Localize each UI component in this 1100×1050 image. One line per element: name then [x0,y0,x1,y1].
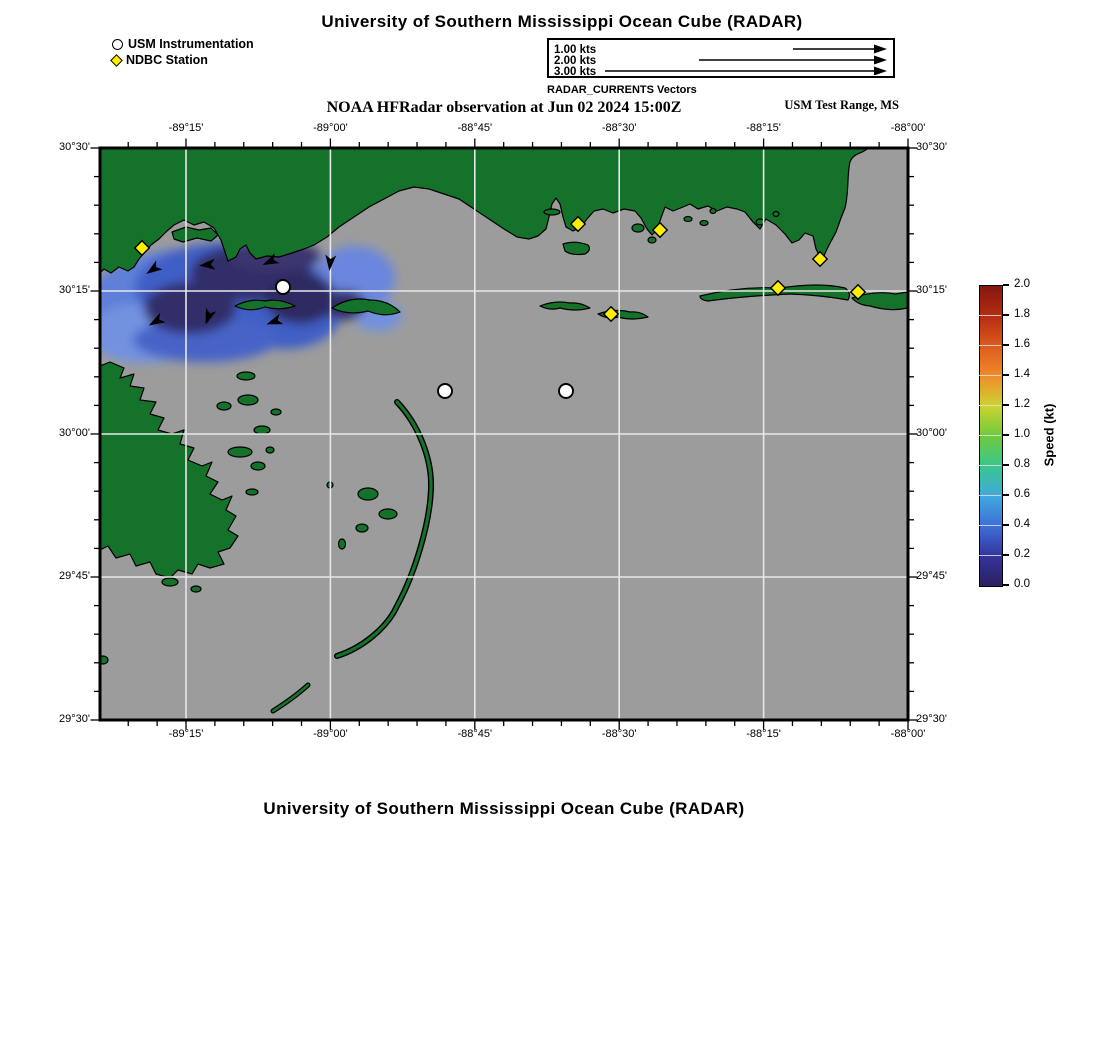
islet [228,447,252,457]
islet [632,224,644,232]
islet [358,488,378,500]
colorbar-tick [1003,464,1009,465]
vector-scale-arrows [549,40,892,75]
colorbar-tick [1003,344,1009,345]
colorbar-tick-line [979,495,1001,496]
map [86,134,922,734]
lat-tick-label-right: 30°15' [916,284,947,296]
colorbar-tick-line [979,465,1001,466]
islet [191,586,201,592]
islet [251,462,265,470]
colorbar-tick [1003,374,1009,375]
speed-blob [264,272,336,324]
colorbar-tick [1003,284,1009,285]
scale-arrow-head [874,67,887,76]
colorbar-tick [1003,554,1009,555]
colorbar-tick [1003,314,1009,315]
colorbar-tick-line [979,345,1001,346]
islet [339,539,346,549]
lat-tick-label-right: 30°00' [916,427,947,439]
colorbar-tick-label: 1.2 [1014,398,1030,410]
observation-title: NOAA HFRadar observation at Jun 02 2024 15:00Z [326,99,682,116]
colorbar-title: Speed (kt) [1041,403,1057,467]
usm-circle-icon [112,39,123,50]
colorbar-tick-line [979,555,1001,556]
colorbar-tick-line [979,525,1001,526]
islet [710,209,716,214]
lon-tick-label-bottom: -88°45' [457,728,493,740]
lon-tick-label-top: -88°15' [746,122,781,134]
colorbar-tick-label: 0.6 [1014,488,1030,500]
lat-tick-label-left: 30°00' [59,427,90,439]
islet [271,409,281,415]
ndbc-diamond-icon [110,54,123,67]
page-title: University of Southern Mississippi Ocean Cube (RADAR) [321,12,803,31]
lat-tick-label-right: 29°30' [916,713,947,725]
scale-arrow-head [874,45,887,54]
colorbar-tick [1003,404,1009,405]
lon-tick-label-top: -89°15' [168,122,204,134]
islet [700,221,708,226]
colorbar-tick-label: 0.0 [1014,578,1030,590]
colorbar-tick [1003,434,1009,435]
lon-tick-label-bottom: -89°00' [313,728,348,740]
lon-tick-label-top: -88°00' [890,122,926,134]
lon-tick-label-top: -89°00' [313,122,348,134]
islet [238,395,258,405]
range-label: USM Test Range, MS [784,98,899,112]
colorbar-tick [1003,494,1009,495]
lon-tick-label-bottom: -88°30' [601,728,637,740]
colorbar-tick-line [979,435,1001,436]
lat-tick-label-left: 29°30' [59,713,90,725]
colorbar-tick-label: 1.8 [1014,308,1030,320]
footer-title: University of Southern Mississippi Ocean Cube (RADAR) [263,799,745,818]
lon-tick-label-bottom: -88°15' [746,728,781,740]
islet [254,426,270,434]
lat-tick-label-left: 30°15' [59,284,90,296]
scale-row-label: 3.00 kts [554,66,597,75]
lat-tick-label-right: 30°30' [916,141,947,153]
colorbar-tick-label: 1.4 [1014,368,1030,380]
usm-station-marker [276,280,290,294]
usm-station-marker [559,384,573,398]
lat-tick-label-left: 30°30' [59,141,90,153]
lat-tick-label-right: 29°45' [916,570,947,582]
islet [217,402,231,410]
scale-row-label: 1.00 kts [554,44,597,56]
colorbar-tick-line [979,375,1001,376]
colorbar-tick-label: 0.2 [1014,548,1030,560]
lon-tick-label-bottom: -88°00' [890,728,926,740]
colorbar-tick-label: 2.0 [1014,278,1030,290]
colorbar-tick-label: 0.8 [1014,458,1030,470]
colorbar-tick [1003,584,1009,585]
vector-scale-box [547,38,895,78]
islet [684,217,692,222]
speed-blob [144,282,236,334]
lat-tick-label-left: 29°45' [59,570,90,582]
islet [237,372,255,380]
legend-ndbc-label: NDBC Station [126,53,208,67]
deer-island [544,209,560,215]
islet [356,524,368,532]
islet [773,212,779,217]
scale-row-label: 2.00 kts [554,55,597,67]
lon-tick-label-top: -88°45' [457,122,493,134]
legend-usm-label: USM Instrumentation [128,37,254,51]
colorbar-tick-label: 1.6 [1014,338,1030,350]
islet [379,509,397,519]
legend-item-ndbc [112,53,208,67]
legend-item-usm [112,37,254,51]
colorbar-tick-label: 0.4 [1014,518,1030,530]
colorbar-tick-line [979,315,1001,316]
usm-station-marker [438,384,452,398]
round-island [563,242,589,254]
islet [266,447,274,453]
lon-tick-label-bottom: -89°15' [168,728,204,740]
colorbar-tick-label: 1.0 [1014,428,1030,440]
islet [648,237,656,243]
islet [162,578,178,586]
scale-arrow-head [874,56,887,65]
vector-scale-caption: RADAR_CURRENTS Vectors [547,84,697,96]
colorbar-tick [1003,524,1009,525]
colorbar-tick-line [979,405,1001,406]
islet [246,489,258,495]
lon-tick-label-top: -88°30' [601,122,637,134]
